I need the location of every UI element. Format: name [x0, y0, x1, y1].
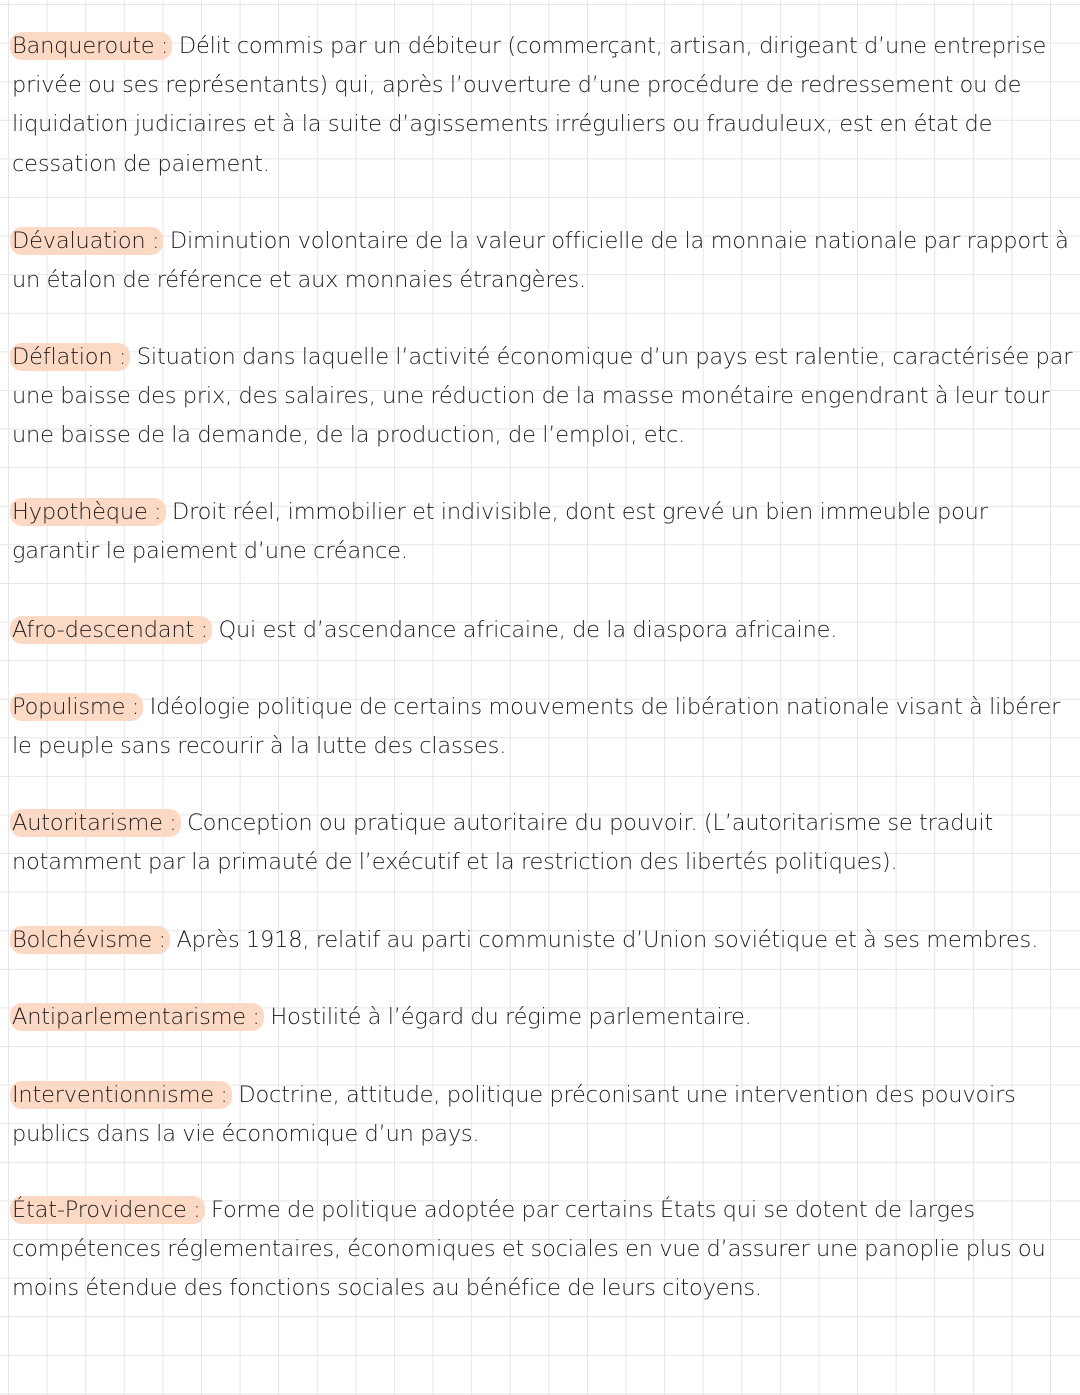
glossary-entry-deflation [12, 338, 1076, 456]
glossary-definition: Droit réel, immobilier et indivisible, dont est grevé un bien immeuble pour garantir le paiement d’une créance. [12, 499, 988, 565]
glossary-entry-populisme [12, 688, 1076, 766]
glossary-entry-autoritarisme [12, 804, 1076, 882]
term-text: Populisme [12, 694, 126, 720]
term-text: Hypothèque [12, 499, 148, 525]
term-text: Déflation [12, 344, 113, 370]
glossary-entry-interventionnisme [12, 1076, 1076, 1154]
term-separator: : [220, 1082, 228, 1108]
glossary-definition: Forme de politique adoptée par certains États qui se dotent de larges compétences réglementaires, économiques et sociales en vue d’assurer une panoplie plus ou moins étendue des fonctions sociales au bénéfice de leurs citoyens. [12, 1197, 1046, 1302]
term-separator: : [160, 33, 169, 59]
term-text: Banqueroute [12, 33, 155, 59]
glossary-definition: Situation dans laquelle l’activité économique d’un pays est ralentie, caractérisée par une baisse des prix, des salaires, une réduction de la masse monétaire engendrant à leur tour une baisse de la demande, de la production, de l’emploi, etc. [12, 344, 1073, 449]
term-text: Antiparlementarisme [12, 1004, 246, 1030]
glossary-entry-hypotheque [12, 493, 1076, 571]
glossary-term [10, 693, 143, 721]
glossary-definition: Idéologie politique de certains mouvements de libération nationale visant à libérer le peuple sans recourir à la lutte des classes. [12, 694, 1061, 760]
glossary-term [10, 498, 166, 526]
glossary-term [10, 227, 163, 255]
term-separator: : [200, 617, 208, 643]
term-separator: : [118, 344, 127, 370]
term-separator: : [252, 1004, 260, 1030]
term-separator: : [169, 810, 177, 836]
glossary-definition: Hostilité à l’égard du régime parlementaire. [270, 1004, 752, 1030]
glossary-term [10, 809, 181, 837]
term-separator: : [131, 694, 140, 720]
glossary-definition: Délit commis par un débiteur (commerçant, artisan, dirigeant d’une entreprise privée ou ses représentants) qui, après l’ouverture d’une procédure de redressement ou de liquidation judiciaires et à la suite d’agissements irréguliers ou frauduleux, est en état de cessation de paiement. [12, 33, 1047, 177]
glossary-definition: Diminution volontaire de la valeur officielle de la monnaie nationale par rapport à un étalon de référence et aux monnaies étrangères. [12, 228, 1069, 294]
term-separator: : [158, 927, 166, 953]
term-text: État-Providence [12, 1197, 187, 1223]
glossary-entry-devaluation [12, 222, 1076, 300]
term-text: Autoritarisme [12, 810, 163, 836]
glossary-term [10, 616, 212, 644]
glossary-term [10, 32, 172, 60]
glossary-term [10, 1196, 205, 1224]
glossary-entry-etat-providence [12, 1191, 1076, 1309]
term-text: Afro-descendant [12, 617, 195, 643]
glossary-definition: Conception ou pratique autoritaire du pouvoir. (L’autoritarisme se traduit notamment par la primauté de l’exécutif et la restriction des libertés politiques). [12, 810, 994, 876]
glossary-entry-antiparlementarisme [12, 998, 1076, 1037]
term-separator: : [193, 1197, 201, 1223]
glossary-entry-bolchevisme [12, 921, 1076, 960]
glossary-definition: Après 1918, relatif au parti communiste d’Union soviétique et à ses membres. [176, 927, 1039, 953]
term-text: Interventionnisme [12, 1082, 214, 1108]
glossary-entry-banqueroute [12, 27, 1076, 184]
term-text: Dévaluation [12, 228, 146, 254]
glossary-definition: Doctrine, attitude, politique préconisant une intervention des pouvoirs publics dans la vie économique d’un pays. [12, 1082, 1016, 1148]
term-separator: : [151, 228, 160, 254]
glossary-term [10, 1081, 232, 1109]
term-text: Bolchévisme [12, 927, 153, 953]
term-separator: : [154, 499, 162, 525]
glossary-term [10, 1003, 264, 1031]
glossary-term [10, 343, 130, 371]
glossary-term [10, 926, 170, 954]
glossary-entry-afro-descendant [12, 611, 1076, 650]
glossary-definition: Qui est d’ascendance africaine, de la diaspora africaine. [218, 617, 838, 643]
